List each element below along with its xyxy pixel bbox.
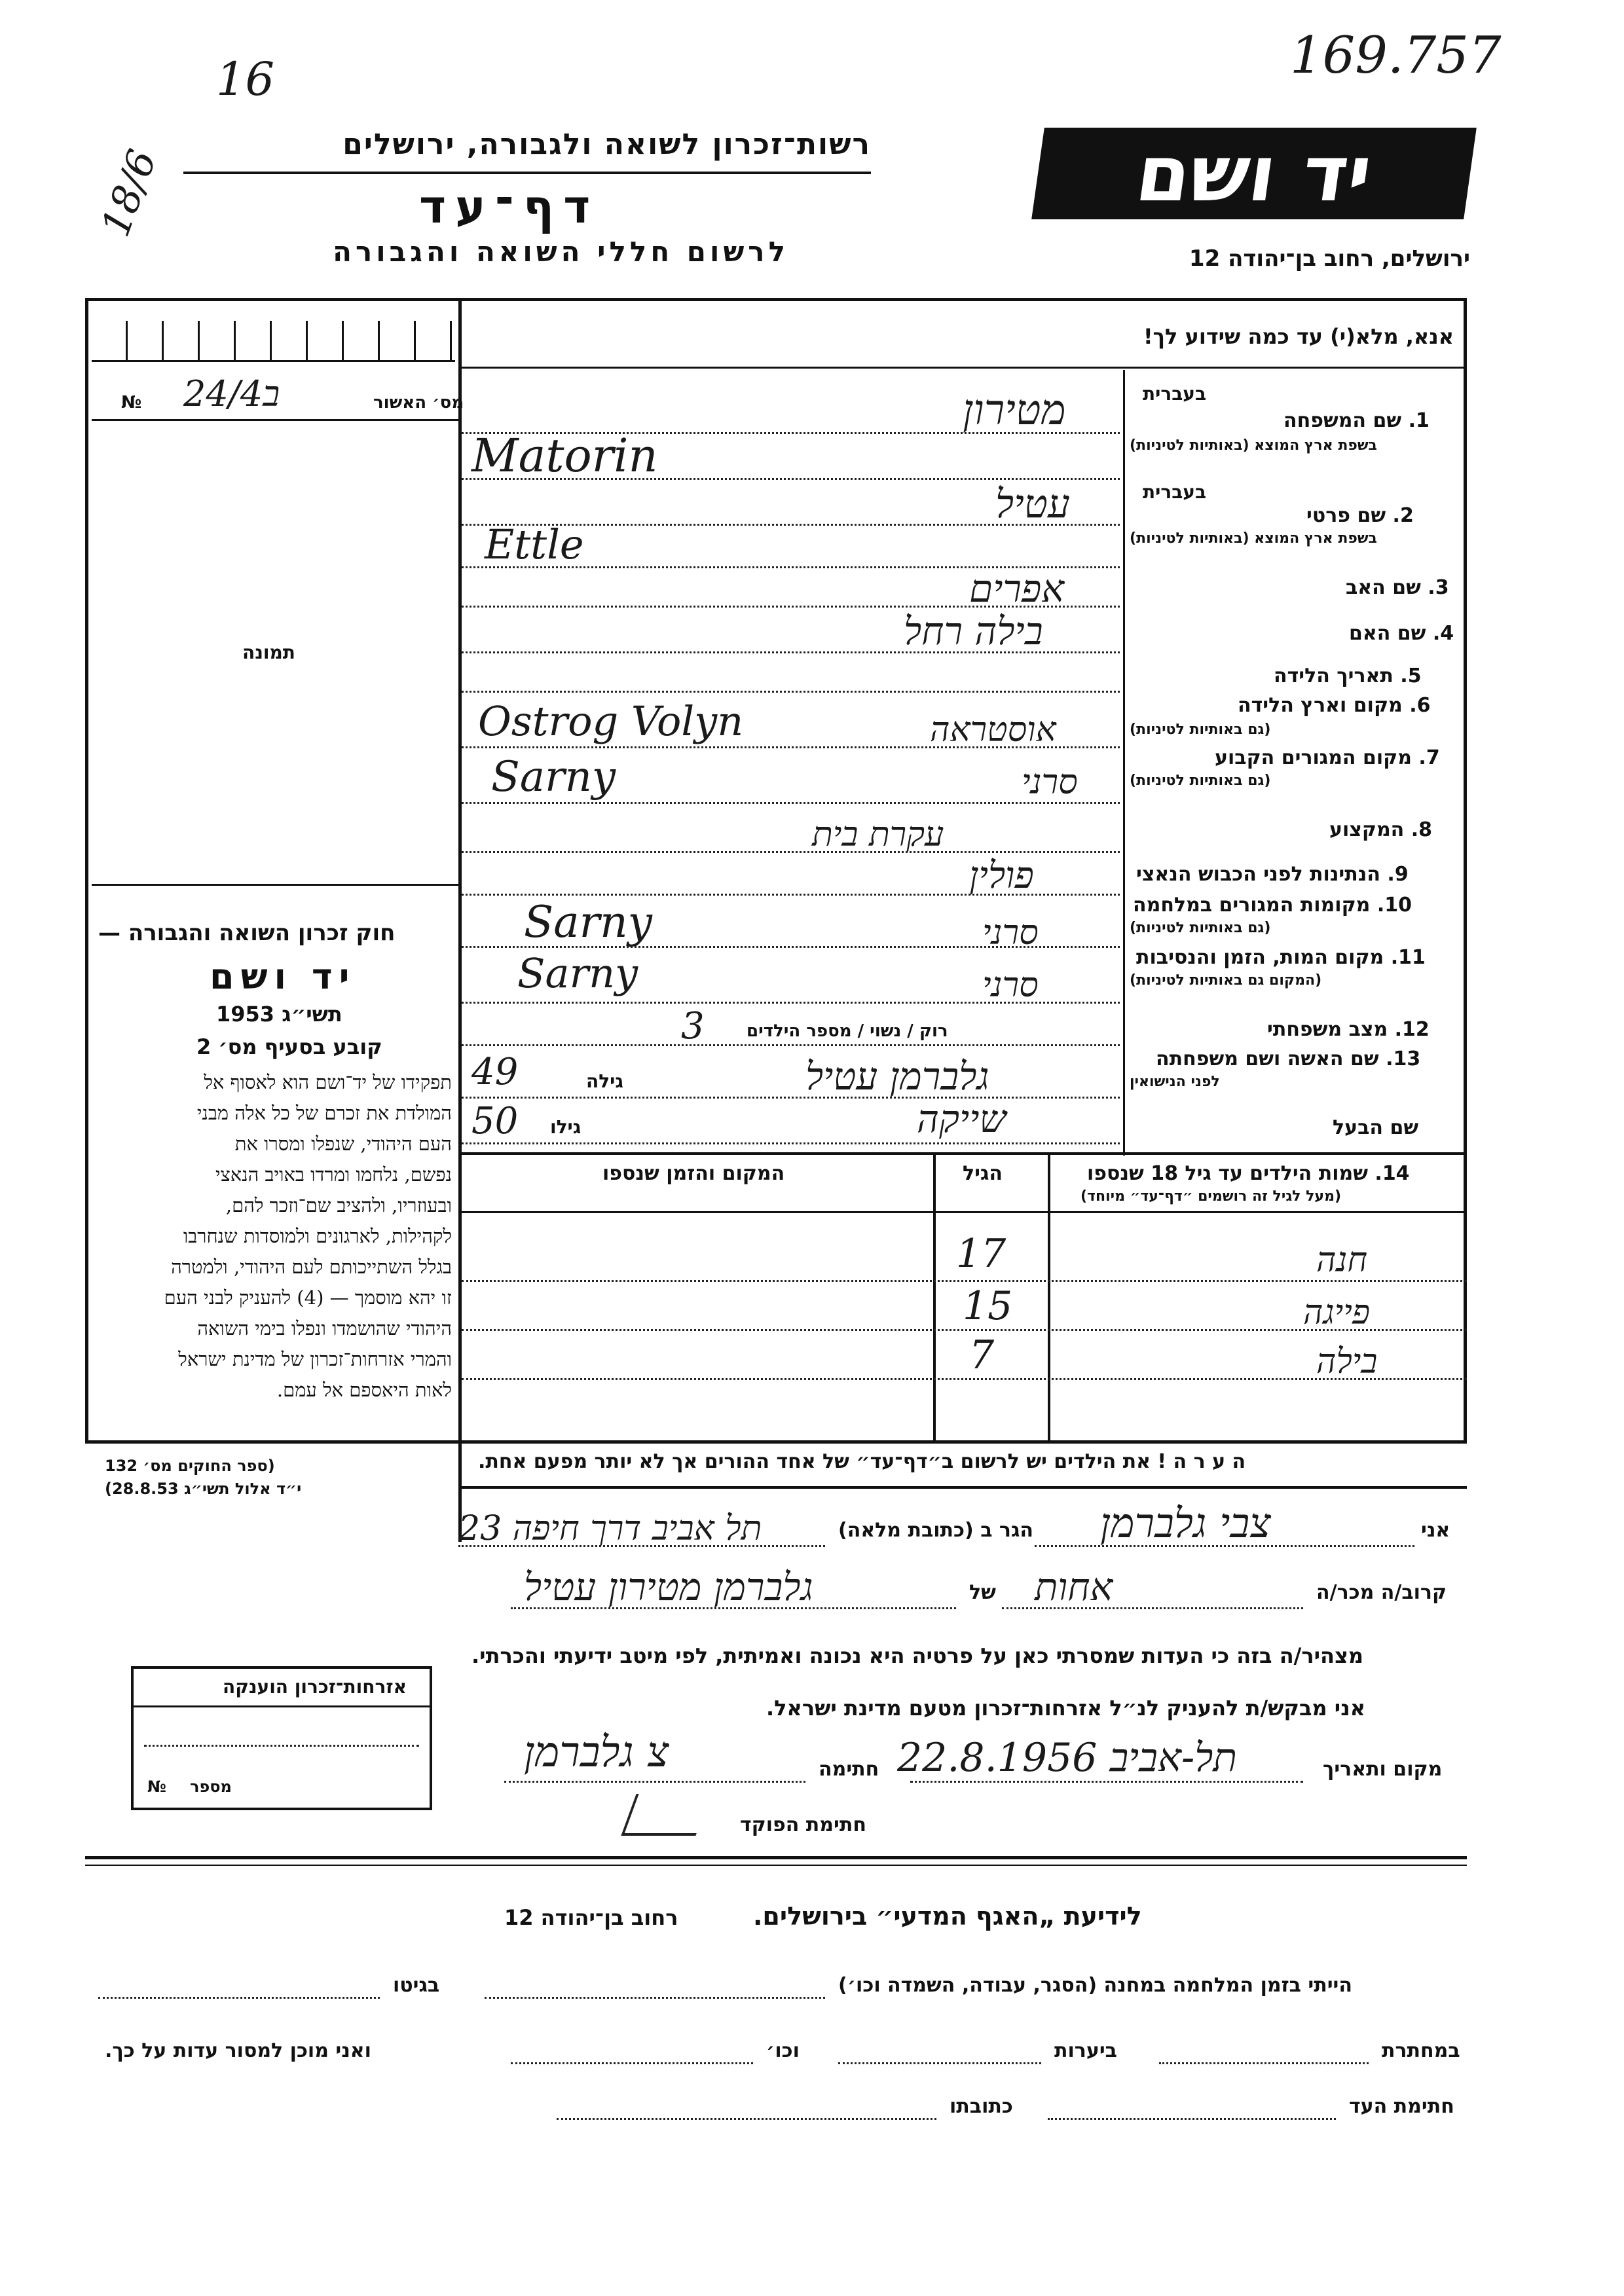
field-1-number: 1.	[1408, 409, 1430, 432]
officer-signature-mark	[621, 1794, 710, 1836]
field-12-name: מצב משפחתי	[1267, 1018, 1388, 1041]
field-3-number: 3.	[1428, 576, 1449, 599]
declarant-signature: צ גלברמן	[524, 1728, 669, 1777]
header-underline	[183, 172, 871, 174]
field-10-latin: Sarny	[524, 897, 652, 947]
bottom-underground: במחתרת	[1382, 2039, 1460, 2062]
field-9-number: 9.	[1387, 863, 1409, 886]
field-12-options: רוק / נשוי / מספר הילדים	[747, 1021, 948, 1041]
field-2-label	[1306, 504, 1414, 527]
citizenship-box-line	[144, 1745, 419, 1747]
law-section: קובע בסעיף מס׳ 2	[196, 1034, 382, 1059]
law-ref-1: (ספר החוקים מס׳ 132	[105, 1457, 275, 1475]
bottom-camp-line	[485, 1997, 825, 1999]
field-husband-label: שם הבעל	[1333, 1116, 1419, 1139]
field-husband-age-label: גילו	[550, 1116, 581, 1138]
field-8-number: 8.	[1411, 818, 1433, 841]
header-title: דף־עד	[419, 180, 600, 234]
law-title: חוק זכרון השואה והגבורה —	[98, 920, 396, 946]
field-13-age-label: גילה	[586, 1070, 623, 1092]
note: ה ע ר ה ! את הילדים יש לרשום ב״דף־עד״ של אחד ההורים אך לא יותר מפעם אחת.	[478, 1450, 1246, 1473]
citizenship-number-label: מספר	[190, 1777, 232, 1796]
field-7-line	[462, 802, 1120, 804]
field-6-sub: (גם באותיות לטיניות)	[1130, 721, 1271, 738]
field-3-line	[462, 606, 1120, 608]
bottom-separator	[85, 1856, 1467, 1859]
field-4-hebrew: בילה רחל	[904, 609, 1043, 653]
cert-value: ב24/4	[183, 373, 280, 414]
law-text-line: נפשם, נלחמו ומרדו באויב הנאצי	[215, 1163, 452, 1186]
field-12-value: 3	[681, 1005, 705, 1048]
child-name: חנה	[1316, 1241, 1368, 1280]
field-6-label	[1238, 694, 1430, 717]
child-row-line	[462, 1378, 1467, 1380]
field-4-number: 4.	[1432, 622, 1454, 645]
child-age: 17	[956, 1231, 1006, 1277]
declarant-place-date-value: תל-אביב 22.8.1956	[897, 1735, 1237, 1781]
field-11-hebrew: סרני	[982, 966, 1039, 1005]
field-2-hebrew: עטיל	[995, 481, 1070, 527]
law-text-line: ובעוזריו, ולהציב שם־וזכר להם,	[225, 1194, 452, 1216]
citizenship-box-title: אזרחות־זכרון הוענקה	[223, 1676, 407, 1698]
field-10-label	[1133, 894, 1412, 917]
field-6-hebrew: אוסטראה	[930, 710, 1056, 750]
child-age: 15	[963, 1283, 1013, 1329]
header-subtitle: לרשום חללי השואה והגבורה	[333, 236, 789, 268]
field-12-line	[462, 1044, 1120, 1046]
law-name: יד ושם	[210, 956, 356, 997]
field-8-line	[462, 851, 1120, 853]
law-text	[95, 1067, 452, 1406]
bottom-forests: ביערות	[1054, 2039, 1117, 2062]
field-13-sub: לפני הנישואין	[1130, 1074, 1220, 1090]
field-1-sub: בשפת ארץ המוצא (באותיות לטיניות)	[1130, 437, 1377, 454]
field-13-label	[1156, 1048, 1420, 1070]
law-text-line: והמרי אזרחות־זכרון של מדינת ישראל	[178, 1348, 452, 1370]
bottom-separator-thin	[85, 1865, 1467, 1866]
instruction: אנא, מלא(י) עד כמה שידוע לך!	[1143, 324, 1454, 349]
field-13-age: 49	[471, 1051, 519, 1093]
field-2-latin: Ettle	[485, 520, 584, 568]
field-husband-line	[462, 1142, 1120, 1144]
field-8-label	[1329, 818, 1432, 841]
children-col-age: הגיל	[963, 1162, 1003, 1185]
label-column-divider	[1123, 370, 1125, 1156]
declarant-name-line	[1035, 1545, 1414, 1547]
children-col-divider-1	[1048, 1152, 1050, 1444]
children-col-divider-2	[933, 1152, 936, 1444]
field-4-line	[462, 651, 1120, 653]
law-text-line: לקהילות, לארגונים ולמוסדות שנחרבו	[183, 1225, 452, 1247]
bottom-address-line	[557, 2118, 936, 2120]
field-2-name: שם פרטי	[1306, 504, 1386, 527]
declarant-place-date: מקום ותאריך	[1323, 1758, 1443, 1781]
field-12-label	[1267, 1018, 1430, 1041]
field-7-latin: Sarny	[491, 753, 616, 801]
field-11-number: 11.	[1390, 946, 1426, 969]
child-age: 7	[969, 1332, 995, 1378]
header-org: רשות־זכרון לשואה ולגבורה, ירושלים	[342, 128, 871, 161]
field-6-latin: Ostrog Volyn	[478, 697, 744, 745]
children-title: שמות הילדים עד גיל 18 שנספו	[1087, 1162, 1368, 1185]
field-5-number: 5.	[1400, 665, 1422, 687]
declarant-of-line	[511, 1607, 956, 1609]
field-13-hebrew: גלברמן עטיל	[805, 1054, 989, 1099]
law-text-line: המולדת את זכרם של כל אלה מבני	[196, 1102, 452, 1124]
declarant-declare: מצהיר/ה בזה כי העדות שמסרתי כאן על פרטיה היא נכונה ואמיתית, לפי מיטב ידיעתי והכרתי.	[471, 1643, 1364, 1668]
declarant-resides: הגר ב (כתובת מלאה)	[838, 1519, 1034, 1542]
declarant-of: של	[969, 1581, 996, 1604]
field-10-line	[462, 946, 1120, 948]
children-label	[1087, 1162, 1410, 1185]
bottom-etc-line	[511, 2062, 753, 2064]
declarant-relation: אחות	[1035, 1565, 1113, 1609]
field-1-hebrew: מטירון	[963, 386, 1066, 435]
declarant-address-line	[458, 1545, 825, 1547]
officer-signature-label: חתימת הפוקד	[740, 1813, 866, 1836]
field-11-name: מקום המות, הזמן והנסיבות	[1136, 946, 1384, 969]
bottom-witness-signature: חתימת העד	[1349, 2095, 1454, 2118]
field-7-hebrew: סרני	[1022, 763, 1078, 802]
bottom-etc: וכו׳	[766, 2039, 800, 2062]
field-13-number: 13.	[1386, 1048, 1421, 1070]
declarant-signature-label: חתימה	[819, 1758, 879, 1781]
field-6-name: מקום וארץ הלידה	[1238, 694, 1403, 717]
field-11-sub: (המקום גם באותיות לטיניות)	[1130, 972, 1322, 989]
corner-mark: 16	[216, 52, 275, 106]
child-name: פייגה	[1303, 1293, 1371, 1332]
law-ref-2: י״ד אלול תשי״ג 28.8.53)	[105, 1480, 302, 1498]
law-text-line: זו יהא מוסמך — (4) להעניק לבני העם	[164, 1286, 452, 1309]
law-text-line: תפקידו של יד־ושם הוא לאסוף אל	[204, 1071, 452, 1093]
bottom-ghetto: בגיטו	[393, 1974, 440, 1997]
child-name: בילה	[1316, 1342, 1378, 1381]
field-2-tag: בעברית	[1143, 481, 1207, 503]
field-7-number: 7.	[1418, 746, 1440, 769]
field-6-number: 6.	[1409, 694, 1431, 717]
field-3-label	[1346, 576, 1449, 599]
field-9-name: הנתינות לפני הכבוש הנאצי	[1136, 863, 1380, 886]
declarant-name: צבי גלברמן	[1100, 1499, 1271, 1547]
bottom-witness-signature-line	[1048, 2118, 1336, 2120]
field-4-name: שם האם	[1349, 622, 1426, 645]
bottom-ghetto-line	[98, 1997, 380, 1999]
field-5-line	[462, 691, 1120, 693]
field-10-number: 10.	[1376, 894, 1412, 917]
field-4-label	[1349, 622, 1454, 645]
law-text-line: לאות היאספם אל עמם.	[276, 1379, 452, 1401]
field-1-label	[1283, 409, 1430, 432]
bottom-underground-line	[1159, 2062, 1369, 2064]
field-10-sub: (גם באותיות לטיניות)	[1130, 920, 1271, 936]
bottom-camp: הייתי בזמן המלחמה במחנה (הסגר, עבודה, השמדה וכו׳)	[838, 1974, 1352, 1997]
declarant-relative: קרוב/ה מכר/ה	[1316, 1581, 1447, 1604]
field-10-hebrew: סרני	[982, 913, 1039, 953]
field-3-name: שם האב	[1346, 576, 1421, 599]
field-7-name: מקום המגורים הקבוע	[1215, 746, 1412, 769]
field-10-name: מקומות המגורים במלחמה	[1133, 894, 1371, 917]
declarant-signature-line	[504, 1781, 805, 1783]
side-mark: 18/6	[92, 143, 166, 243]
field-2-number: 2.	[1392, 504, 1414, 527]
field-1-latin: Matorin	[471, 429, 658, 483]
cert-prefix: №	[121, 393, 142, 412]
tick-marks	[92, 321, 455, 362]
instruction-underline	[462, 367, 1467, 369]
declarant-address: תל אביב דרך חיפה 23	[458, 1509, 762, 1548]
cert-label: מס׳ האשור	[373, 393, 464, 412]
field-7-label	[1215, 746, 1440, 769]
field-5-label	[1274, 665, 1422, 687]
child-row-line	[462, 1329, 1467, 1331]
declarant-ani: אני	[1421, 1519, 1450, 1542]
field-1-latin-line	[462, 478, 1120, 480]
citizenship-number-prefix: №	[147, 1777, 166, 1796]
law-text-line: בגלל השתייכותם לעם היהודי, ולמטרה	[171, 1256, 452, 1278]
field-9-label	[1136, 863, 1409, 886]
field-13-name: שם האשה ושם משפחתה	[1156, 1048, 1379, 1070]
declarant-request: אני מבקש/ת להעניק לנ״ל אזרחות־זכרון מטעם מדינת ישראל.	[766, 1696, 1365, 1721]
law-text-line: העם היהודי, שנפלו ומסרו את	[234, 1133, 452, 1155]
bottom-forests-line	[838, 2062, 1041, 2064]
field-6-line	[462, 746, 1120, 748]
field-7-sub: (גם באותיות לטיניות)	[1130, 773, 1271, 789]
children-col-place: המקום והזמן שנספו	[602, 1162, 785, 1185]
bottom-address-label: כתובתו	[950, 2095, 1013, 2118]
field-2-sub: בשפת ארץ המוצא (באותיות לטיניות)	[1130, 530, 1377, 547]
photo-label: תמונה	[242, 642, 295, 663]
reference-number: 169.757	[1290, 26, 1502, 85]
photo-bottom	[92, 884, 458, 886]
header-address: ירושלים, רחוב בן־יהודה 12	[1189, 246, 1470, 272]
field-husband-age: 50	[471, 1100, 519, 1142]
law-text-line: היהודי שהושמדו ונפלו בימי השואה	[197, 1317, 452, 1339]
children-top-border	[462, 1152, 1467, 1155]
bottom-testimony: ואני מוכן למסור עדות על כך.	[105, 2039, 371, 2062]
field-11-label	[1136, 946, 1426, 969]
field-11-latin: Sarny	[517, 949, 638, 997]
field-9-hebrew: פולין	[969, 854, 1034, 897]
bottom-address: רחוב בן־יהודה 12	[504, 1905, 678, 1930]
field-9-line	[462, 894, 1120, 896]
field-1-tag: בעברית	[1143, 383, 1207, 405]
field-8-hebrew: עקרת בית	[812, 815, 944, 854]
field-13-line	[462, 1097, 1120, 1099]
declarant-place-date-line	[910, 1781, 1303, 1783]
children-sub: (מעל לגיל זה רושמים ״דף־עד״ מיוחד)	[1080, 1188, 1342, 1205]
children-number: 14.	[1375, 1162, 1410, 1185]
cert-underline	[92, 419, 458, 421]
note-bottom	[462, 1486, 1467, 1489]
citizenship-box-title-line	[134, 1705, 430, 1707]
field-5-name: תאריך הלידה	[1274, 665, 1393, 687]
field-1-name: שם המשפחה	[1283, 409, 1402, 432]
field-11-line	[462, 1002, 1120, 1004]
left-panel-divider	[458, 298, 462, 1542]
children-header-bottom	[462, 1211, 1467, 1213]
field-3-hebrew: אפרים	[969, 566, 1065, 611]
field-husband-hebrew: שייקה	[917, 1097, 1006, 1141]
child-row-line	[462, 1280, 1467, 1282]
bottom-title: לידיעת „האגף המדעי״ בירושלים.	[753, 1902, 1142, 1931]
field-12-number: 12.	[1394, 1018, 1430, 1041]
declarant-relation-line	[1002, 1607, 1303, 1609]
declarant-of-name: גלברמן מטירון עטיל	[524, 1565, 813, 1609]
law-year: תשי״ג 1953	[216, 1002, 342, 1027]
yad-vashem-logo: יד ושם	[1031, 128, 1477, 219]
field-8-name: המקצוע	[1329, 818, 1405, 841]
